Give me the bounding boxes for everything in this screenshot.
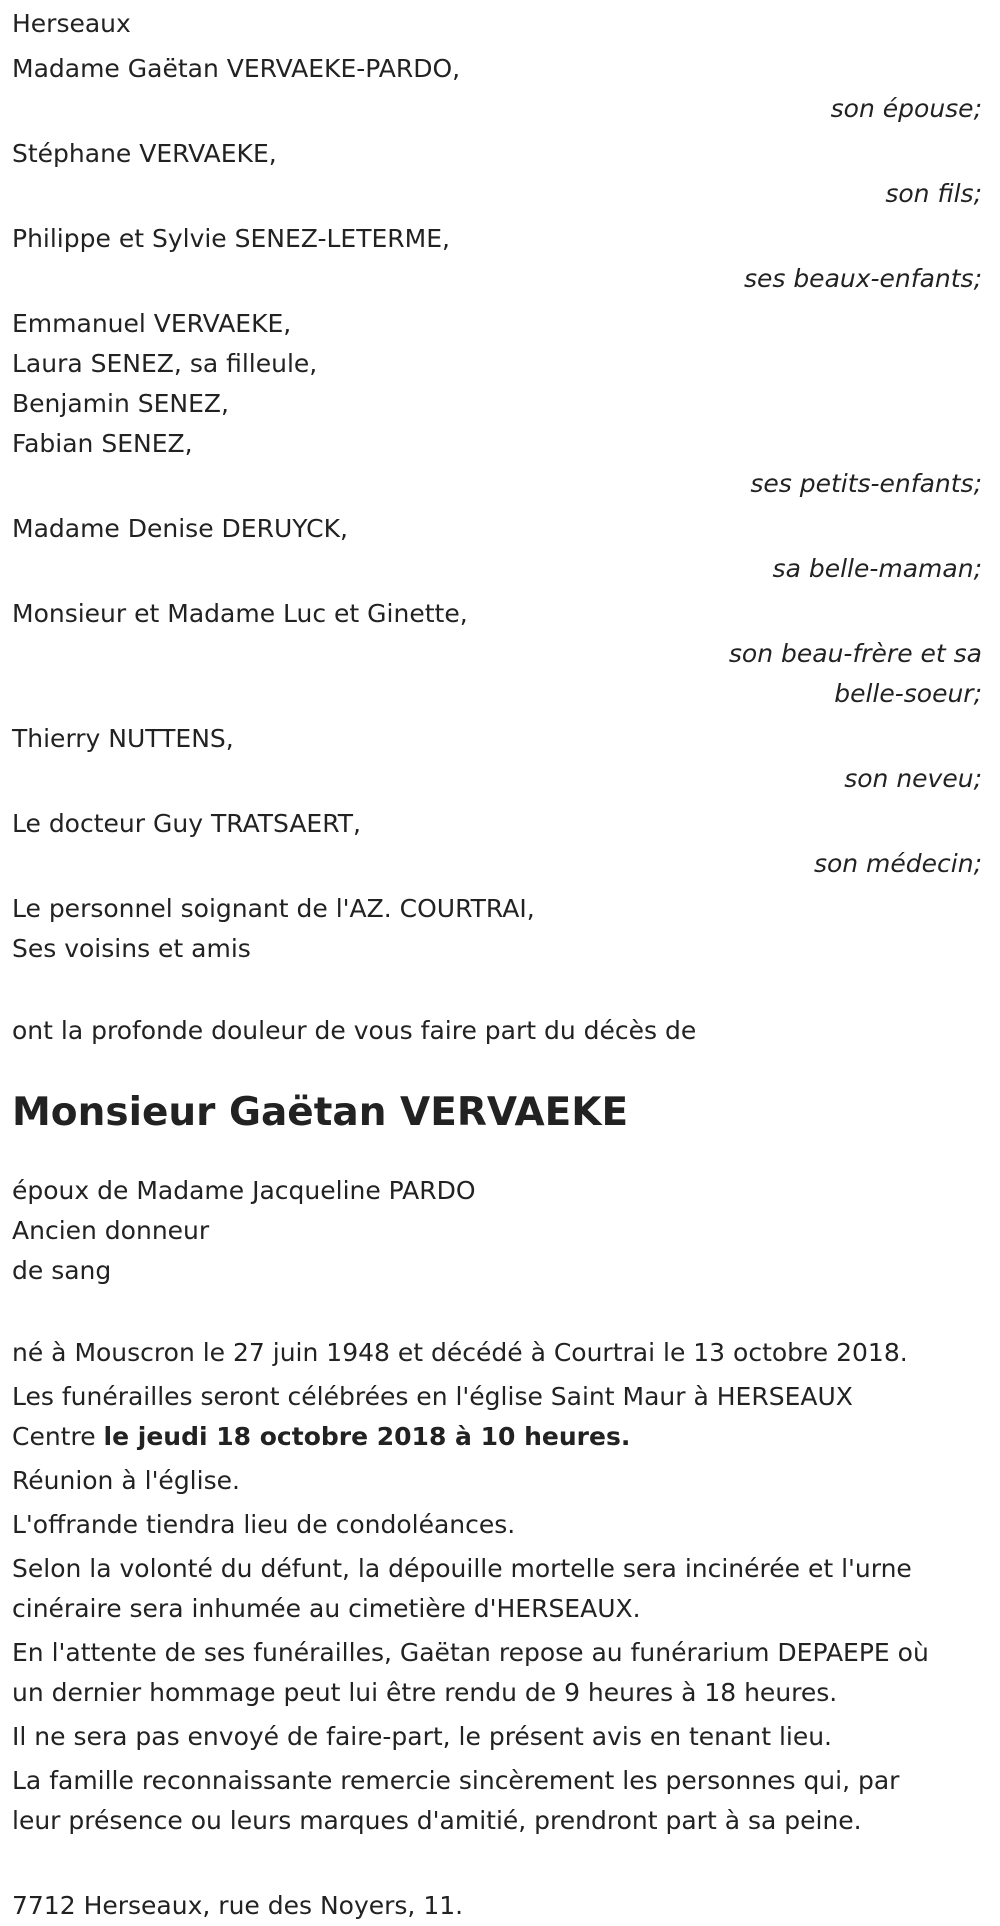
thanks-line: La famille reconnaissante remercie sincèrement les personnes qui, par — [12, 1766, 900, 1795]
family-member-name: Le docteur Guy TRATSAERT, — [12, 809, 361, 838]
funeral-prefix: Centre — [12, 1422, 104, 1451]
meeting-text: Réunion à l'église. — [12, 1466, 240, 1495]
others-line: Ses voisins et amis — [12, 934, 251, 963]
offering-text: L'offrande tiendra lieu de condoléances. — [12, 1510, 516, 1539]
family-entry — [12, 804, 988, 884]
funeral-line: Les funérailles seront célébrées en l'église Saint Maur à HERSEAUX — [12, 1382, 853, 1411]
deceased-details — [12, 1171, 988, 1291]
location-heading: Herseaux — [12, 9, 131, 38]
others-block — [12, 889, 988, 969]
family-relation: son fils; — [885, 179, 982, 208]
family-relation: son épouse; — [830, 94, 982, 123]
family-entry — [12, 134, 988, 214]
funeral-line — [12, 1417, 988, 1457]
family-member-name: Laura SENEZ, sa filleule, — [12, 349, 318, 378]
family-member-name: Monsieur et Madame Luc et Ginette, — [12, 599, 468, 628]
family-entry — [12, 304, 988, 504]
intro-text: ont la profonde douleur de vous faire part du décès de — [12, 1016, 697, 1045]
birth-death-text: né à Mouscron le 27 juin 1948 et décédé à Courtrai le 13 octobre 2018. — [12, 1338, 908, 1367]
funeral-paragraph — [12, 1377, 988, 1457]
family-relation: son médecin; — [813, 849, 982, 878]
rest-paragraph — [12, 1633, 988, 1713]
cremation-line: Selon la volonté du défunt, la dépouille mortelle sera incinérée et l'urne — [12, 1554, 912, 1583]
thanks-paragraph — [12, 1761, 988, 1841]
family-member-name: Benjamin SENEZ, — [12, 389, 229, 418]
family-member-name: Fabian SENEZ, — [12, 429, 193, 458]
family-relation: son neveu; — [844, 764, 982, 793]
family-entry — [12, 594, 988, 714]
family-list — [12, 49, 988, 884]
others-line: Le personnel soignant de l'AZ. COURTRAI, — [12, 894, 535, 923]
family-relation: belle-soeur; — [834, 679, 982, 708]
rest-line: un dernier hommage peut lui être rendu de 9 heures à 18 heures. — [12, 1678, 838, 1707]
rest-line: En l'attente de ses funérailles, Gaëtan repose au funérarium DEPAEPE où — [12, 1638, 929, 1667]
deceased-detail-line: de sang — [12, 1256, 112, 1285]
family-relation: ses beaux-enfants; — [743, 264, 982, 293]
family-member-name: Madame Denise DERUYCK, — [12, 514, 348, 543]
family-entry — [12, 49, 988, 129]
address-text: 7712 Herseaux, rue des Noyers, 11. — [12, 1891, 464, 1920]
cremation-line: cinéraire sera inhumée au cimetière d'HERSEAUX. — [12, 1594, 641, 1623]
funeral-date: le jeudi 18 octobre 2018 à 10 heures. — [103, 1422, 631, 1451]
thanks-line: leur présence ou leurs marques d'amitié, prendront part à sa peine. — [12, 1806, 862, 1835]
family-member-name: Thierry NUTTENS, — [12, 724, 234, 753]
family-entry — [12, 719, 988, 799]
family-entry — [12, 509, 988, 589]
family-relation: son beau-frère et sa — [728, 639, 982, 668]
family-relation: sa belle-maman; — [772, 554, 982, 583]
family-entry — [12, 219, 988, 299]
deceased-detail-line: époux de Madame Jacqueline PARDO — [12, 1176, 476, 1205]
cremation-paragraph — [12, 1549, 988, 1629]
family-relation: ses petits-enfants; — [750, 469, 982, 498]
deceased-name: Monsieur Gaëtan VERVAEKE — [12, 1090, 629, 1135]
family-member-name: Madame Gaëtan VERVAEKE-PARDO, — [12, 54, 461, 83]
family-member-name: Philippe et Sylvie SENEZ-LETERME, — [12, 224, 450, 253]
no-card-text: Il ne sera pas envoyé de faire-part, le présent avis en tenant lieu. — [12, 1722, 833, 1751]
deceased-detail-line: Ancien donneur — [12, 1216, 210, 1245]
family-member-name: Stéphane VERVAEKE, — [12, 139, 277, 168]
family-member-name: Emmanuel VERVAEKE, — [12, 309, 292, 338]
